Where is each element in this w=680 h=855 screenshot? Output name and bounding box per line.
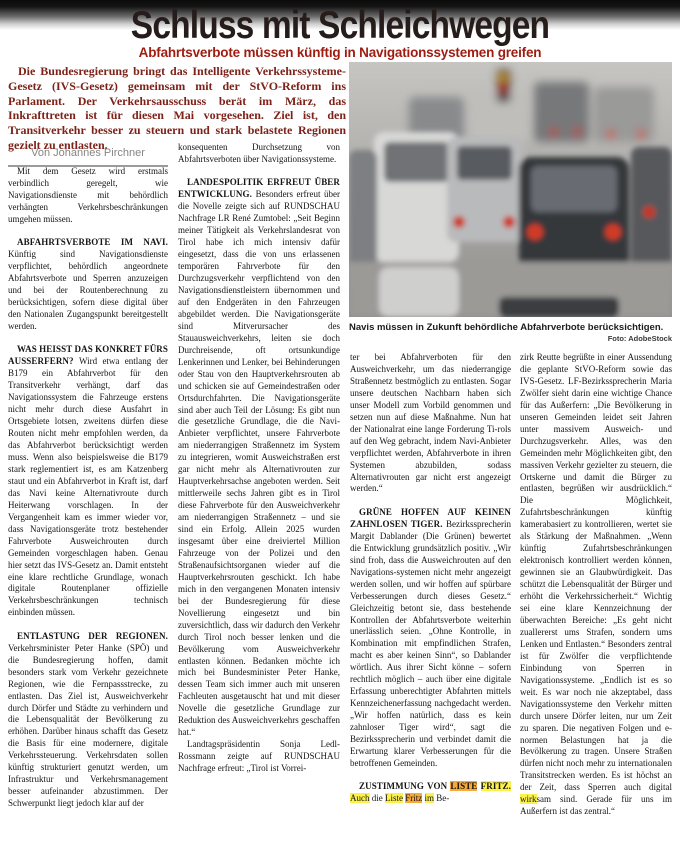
run-in-header: ENTLASTUNG DER REGIONEN.	[17, 630, 168, 641]
text-segment: ZUSTIMMUNG VON	[359, 781, 451, 792]
article-paragraph: LANDESPOLITIK ERFREUT ÜBER ENTWICKLUNG. Besonders erfreut über die Novelle zeigte sich auf RUNDSCHAU Nachfrage LR René Zumtobel: „Seit Beginn meiner Tätigkeit als Verkehrslandesrat von Tirol habe ich mich intensiv dafür eingesetzt, dass die von uns erlassenen temporären Fahrverbote für den Durchzugsverkehr verpflichtend von den Navigationsdienstleistern übernommen und auf den Endgeräten in den Fahrzeugen abgebildet werden. Die Navigationsgeräte sind Mitverursacher des Stauausweichverkehrs, leiten sie doch Durchreisende, oft ortsunkundige Lenkerinnen und Lenker, bei Behinderungen oder Stau von den Hauptverkehrsrouten ab und schicken sie auf Gemeindestraßen oder Ortsdurchfahrten. Die Navigationsgeräte sind aber auch Teil der Lösung: Es gibt nun die gesetzliche Grundlage, die die Navi-Anbieter verpflichtet, unsere Fahrverbote am niederrangigen Straßennetz im System zu integrieren, womit Ausweichstraßen erst gar nicht mehr als Alternativrouten zur Hauptverkehrsachse angeboten werden. Seit mittlerweile sechs Jahren gibt es in Tirol diese Fahrverbote für den Ausweichverkehr am niederrangigen Straßennetz – und sie sind ein Erfolg. Allein 2025 wurden insgesamt über eine dreiviertel Million Fahrzeuge von der Polizei und den Straßenaufsichtsorganen wieder auf die Hauptverkehrsrouten geschickt. Ich habe mich in den vergangenen Monaten intensiv bei der Bundesregierung für diese Novellierung eingesetzt und bin zuversichtlich, dass wir dadurch den Verkehr durch Tirol noch besser lenken und die Bevölkerung vom Ausweichverkehr entlasten können. Bedanken möchte ich mich bei Bundesminister Peter Hanke, dessen Team sich immer auch mit unseren Fachleuten ausgetauscht hat und mit dieser Novelle die gesetzliche Grundlage zur Reduktion des Ausweichverkehrs geschaffen hat.“	[178, 177, 340, 738]
article-headline: Schluss mit Schleichwegen	[130, 4, 550, 47]
article-paragraph: ABFAHRTSVERBOTE IM NAVI. Künftig sind Navigationsdienste verpflichtet, behördlich angeordnete Abfahrtsverbote und Sperren anzuzeigen und bei der Routenberechnung zu berücksichtigen, sofern diese digital über den Nationalen Zugangspunkt bereitgestellt werden.	[8, 237, 168, 331]
article-paragraph: WAS HEISST DAS KONKRET FÜRS AUSSERFERN? Wird etwa entlang der B179 ein Abfahrverbot für den Transitverkehr verhängt, darf das Navigationssystem die Fahrzeuge erstens nicht mehr durch diese Ausfahrt in Ortsgebiete lotsen, zweitens dürfen diese Routen nicht mehr empfohlen werden, da das Abfahrverbot berücksichtigt werden muss. Wenn also beispielsweise die B179 stark reglementiert ist, es am Katzenberg staut und ein Abfahrverbot in Kraft ist, darf das Navi keine Alternativroute durch Heiterwang vorschlagen. In der Vergangenheit kam es immer wieder vor, dass Navigationsgeräte trotz bestehender Fahrverbote Ausweichrouten durch Gemeinden vorgeschlagen haben. Genau hier setzt das IVS-Gesetz an. Damit entsteht eine klare rechtliche Grundlage, wonach digitale Routenplaner offizielle Verkehrsbeschränkungen technisch einbinden müssen.	[8, 344, 168, 618]
article-paragraph	[350, 781, 511, 805]
article-column-1	[8, 166, 168, 850]
run-in-header: LANDESPOLITIK ERFREUT ÜBER ENTWICKLUNG.	[178, 177, 340, 200]
article-column-2	[178, 142, 340, 850]
search-highlight: Auch	[350, 793, 370, 804]
article-subheadline: Abfahrtsverbote müssen künftig in Navigationssystemen greifen	[138, 45, 542, 60]
article-paragraph: ENTLASTUNG DER REGIONEN. Verkehrsminister Peter Hanke (SPÖ) und die Bundesregierung hoffen, damit besonders stark vom Verkehr gezeichnete Regionen, wie die Fernpassstrecke, zu entlasten. Das Ziel ist, Ausweichverkehr durch Dörfer und Städte zu verhindern und die Lebensqualität der Bevölkerung zu erhöhen. Darüber hinaus schafft das Gesetz die Basis für eine modernere, digitale Verkehrssteuerung. Verkehrsdaten sollen künftig strukturiert genutzt werden, um Infrastruktur und Verkehrsmanagement besser aufeinander abzustimmen. Der Schwerpunkt liegt jedoch klar auf der	[8, 630, 168, 809]
photo-credit: Foto: AdobeStock	[607, 334, 672, 343]
text-segment: zirk Reutte begrüßte in einer Aussendung die geplante StVO-Reform sowie das IVS-Gesetz. LF-Bezirkssprecherin Maria Zwölfer sieht darin eine wichtige Chance für das Außerfern: „Die Bevölkerung in unseren Gemeinden leidet seit Jahren unter massivem Ausweich- und Durchzugsverkehr. Alles, was den Gemeinden mehr Möglichkeiten gibt, den massiven Verkehr gezielter zu steuern, die Ortskerne und damit die Bürger zu entlasten, begrüßen wir ausdrücklich.“ Die Möglichkeit, Zufahrtsbeschränkungen künftig kamerabasiert zu kontrollieren, wertet sie als Stärkung der Maßnahmen. „Wenn künftig Zufahrtsbeschränkungen elektronisch kontrolliert werden können, gewinnen sie an Glaubwürdigkeit. Das schützt die Lebensqualität der Bürger und erhöht die Verkehrssicherheit.“ Wichtig sei eine klare Kennzeichnung der überwachten Bereiche: „Es geht nicht zuallererst ums Strafen, sondern ums Lenken und Entlasten.“ Besonders zentral ist für Zwölfer die verpflichtende Einbindung von Sperren in Navigationssysteme. „Endlich ist es so weit. Es war noch nie akzeptabel, dass Navigationssysteme den Verkehr mitten durch unsere Dörfer leiten, nur um Zeit zu sparen. Die negativen Folgen und e-normen Belastungen hat ja die Bevölkerung zu tragen. Unsere Straßen dürfen nicht noch mehr zu internationalen Transitstrecken werden. Es ist höchst an der Zeit, dass Sperren auch digital	[520, 352, 672, 793]
article-column-4	[520, 352, 672, 850]
text-segment: die	[369, 793, 385, 804]
search-highlight: Fritz	[405, 793, 423, 804]
byline: Von Johannes Pirchner	[31, 147, 145, 159]
article-paragraph: Mit dem Gesetz wird erstmals verbindlich geregelt, wie Navigationsdienste mit behördlich verhängten Verkehrsbeschränkungen umgehen müssen.	[8, 166, 168, 224]
run-in-header: GRÜNE HOFFEN AUF KEINEN ZAHNLOSEN TIGER.	[350, 506, 511, 529]
lead-paragraph: Die Bundesregierung bringt das Intelligente Verkehrssysteme-Gesetz (IVS-Gesetz) gemeinsam mit der StVO-Reform ins Parlament. Der Verkehrsausschuss berät im März, das Inkrafttreten ist für diesen Mai vorgesehen. Ziel ist, den Transitverkehr besser zu steuern und stark belastete Regionen gezielt zu entlasten.	[8, 64, 346, 152]
byline-rule	[8, 143, 168, 167]
search-highlight: wirk	[520, 794, 537, 805]
photo-foreground-cars	[349, 132, 672, 317]
search-highlight: im	[424, 793, 435, 804]
article-paragraph	[520, 352, 672, 818]
article-paragraph: GRÜNE HOFFEN AUF KEINEN ZAHNLOSEN TIGER. Bezirkssprecherin Margit Dablander (Die Grünen) bewertet die Entwicklung grundsätzlich positiv. „Wir sind froh, dass die Ausweichrouten auf den Navigations-systemen nicht mehr angezeigt werden sollen, und wir hoffen auf spürbare Verbesserungen durch dieses Gesetz.“ Gleichzeitig betont sie, dass bestehende Kontrollen der Abfahrtsverbote weiterhin unerlässlich seien. „Ohne Kontrolle, in Kombination mit empfindlichen Strafen, macht es aber keinen Sinn“, so Dablander wörtlich. Aus ihrer Sicht könne – sofern rechtlich möglich – auch über eine digitale Erfassung unberechtigter Abfahrten mittels Kennzeichenerfassung nachgedacht werden. „Wir hoffen natürlich, dass es kein zahnloser Tiger wird“, sagt die Bezirkssprecherin und verbindet damit die Erwartung klarer Verbesserungen für die betroffenen Gemeinden.	[350, 506, 511, 768]
article-paragraph: konsequenten Durchsetzung von Abfahrtsverboten über Navigationssysteme.	[178, 142, 340, 164]
search-highlight: FRITZ.	[480, 781, 511, 792]
run-in-header: WAS HEISST DAS KONKRET FÜRS AUSSERFERN?	[8, 344, 168, 367]
search-highlight: Liste	[385, 793, 403, 804]
article-paragraph: ter bei Abfahrverboten für den Ausweichverkehr, um das niederrangige Straßennetz bestmöglich zu entlasten. Sogar unsere deutschen Nachbarn haben sich unser Modell zum Vorbild genommen und setzen nun auf diese Maßnahme. Nun hat der Nationalrat eine lange Forderung Ti-rols auf den Weg gebracht, indem Navi-Anbieter verpflichtet werden, Abfahrverbote in ihren Systemen abzubilden, sodass Alternativrouten gar nicht erst angezeigt werden.“	[350, 352, 511, 494]
article-paragraph: Landtagspräsidentin Sonja Ledl-Rossmann zeigte auf RUNDSCHAU Nachfrage erfreut: „Tirol ist Vorrei-	[178, 739, 340, 774]
article-column-3	[350, 352, 511, 850]
traffic-jam-photo	[349, 62, 672, 317]
text-segment: Be-	[434, 793, 450, 804]
search-highlight: LISTE	[450, 781, 478, 792]
photo-caption: Navis müssen in Zukunft behördliche Abfahrverbote berücksichtigen.	[349, 322, 664, 333]
text-segment: sam sind. Gerade für uns im Außerfern ist das zentral.“	[520, 794, 672, 817]
run-in-header: ABFAHRTSVERBOTE IM NAVI.	[17, 237, 168, 248]
